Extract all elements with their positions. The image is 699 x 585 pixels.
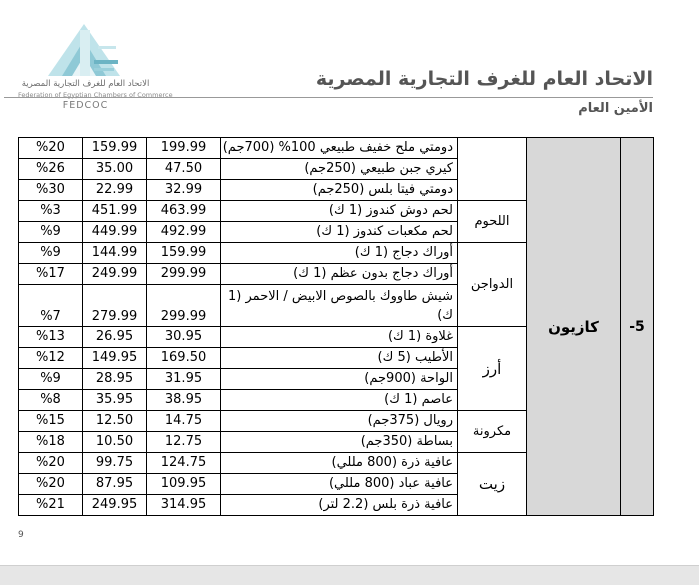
- price-before: 47.50: [147, 159, 221, 180]
- discount-percent: %21: [19, 495, 83, 516]
- price-after: 449.99: [83, 222, 147, 243]
- discount-percent: %20: [19, 138, 83, 159]
- discount-percent: %13: [19, 327, 83, 348]
- page-number: 9: [18, 530, 24, 540]
- price-after: 10.50: [83, 432, 147, 453]
- price-after: 159.99: [83, 138, 147, 159]
- store-name: كازيون: [527, 138, 621, 516]
- price-after: 12.50: [83, 411, 147, 432]
- discount-percent: %12: [19, 348, 83, 369]
- bottom-bar: [0, 565, 699, 585]
- price-before: 463.99: [147, 201, 221, 222]
- category-pasta: مكرونة: [458, 411, 527, 453]
- product-name: دومتي ملح خفيف طبيعي 100% (700جم): [221, 138, 458, 159]
- price-after: 451.99: [83, 201, 147, 222]
- discount-percent: %9: [19, 222, 83, 243]
- discount-percent: %15: [19, 411, 83, 432]
- price-before: 299.99: [147, 285, 221, 327]
- price-after: 99.75: [83, 453, 147, 474]
- price-before: 492.99: [147, 222, 221, 243]
- product-name: الواحة (900جم): [221, 369, 458, 390]
- category-meat: اللحوم: [458, 201, 527, 243]
- discount-percent: %3: [19, 201, 83, 222]
- product-name: دومتي فيتا بلس (250جم): [221, 180, 458, 201]
- price-before: 299.99: [147, 264, 221, 285]
- page-subtitle: الأمين العام: [578, 101, 653, 116]
- product-name: عافية ذرة (800 مللي): [221, 453, 458, 474]
- price-after: 144.99: [83, 243, 147, 264]
- table-row: [19, 138, 654, 159]
- price-after: 279.99: [83, 285, 147, 327]
- category-rice: أرز: [458, 327, 527, 411]
- price-before: 314.95: [147, 495, 221, 516]
- discount-percent: %9: [19, 243, 83, 264]
- price-before: 169.50: [147, 348, 221, 369]
- product-name: عافية ذرة بلس (2.2 لتر): [221, 495, 458, 516]
- product-name: كيري جبن طبيعي (250جم): [221, 159, 458, 180]
- product-name: أوراك دجاج (1 ك): [221, 243, 458, 264]
- discount-percent: %9: [19, 369, 83, 390]
- price-after: 26.95: [83, 327, 147, 348]
- product-name: لحم دوش كندوز (1 ك): [221, 201, 458, 222]
- price-before: 199.99: [147, 138, 221, 159]
- price-before: 124.75: [147, 453, 221, 474]
- category-poultry: الدواجن: [458, 243, 527, 327]
- category-oil: زيت: [458, 453, 527, 516]
- price-before: 109.95: [147, 474, 221, 495]
- page-title: الاتحاد العام للغرف التجارية المصرية: [315, 68, 653, 90]
- product-name: شيش طاووك بالصوص الابيض / الاحمر (1 ك): [221, 285, 458, 327]
- product-name: عافية عباد (800 مللي): [221, 474, 458, 495]
- header-divider: [4, 97, 653, 98]
- price-after: 249.95: [83, 495, 147, 516]
- logo-arabic-name: الاتحاد العام للغرف التجارية المصرية: [21, 79, 150, 89]
- price-after: 249.99: [83, 264, 147, 285]
- product-name: لحم مكعبات كندوز (1 ك): [221, 222, 458, 243]
- logo-english-name: Federation of Egyptian Chambers of Commerce: [18, 91, 173, 99]
- price-before: 38.95: [147, 390, 221, 411]
- price-after: 87.95: [83, 474, 147, 495]
- product-name: الأطيب (5 ك): [221, 348, 458, 369]
- discount-percent: %7: [19, 285, 83, 327]
- price-before: 32.99: [147, 180, 221, 201]
- price-after: 35.00: [83, 159, 147, 180]
- price-before: 30.95: [147, 327, 221, 348]
- product-name: غلاوة (1 ك): [221, 327, 458, 348]
- discount-percent: %17: [19, 264, 83, 285]
- discount-percent: %26: [19, 159, 83, 180]
- price-after: 149.95: [83, 348, 147, 369]
- discount-percent: %20: [19, 453, 83, 474]
- group-index: -5: [621, 138, 654, 516]
- product-name: رويال (375جم): [221, 411, 458, 432]
- discount-percent: %18: [19, 432, 83, 453]
- discount-percent: %8: [19, 390, 83, 411]
- price-after: 35.95: [83, 390, 147, 411]
- price-before: 31.95: [147, 369, 221, 390]
- price-before: 14.75: [147, 411, 221, 432]
- logo-abbreviation: FEDCOC: [62, 100, 109, 111]
- product-name: بساطة (350جم): [221, 432, 458, 453]
- discount-table: [18, 137, 654, 516]
- discount-percent: %30: [19, 180, 83, 201]
- product-name: عاصم (1 ك): [221, 390, 458, 411]
- product-name: أوراك دجاج بدون عظم (1 ك): [221, 264, 458, 285]
- discount-percent: %20: [19, 474, 83, 495]
- logo-pyramid-icon: [10, 10, 160, 80]
- price-before: 159.99: [147, 243, 221, 264]
- category-cell-empty: [458, 138, 527, 201]
- price-after: 22.99: [83, 180, 147, 201]
- price-before: 12.75: [147, 432, 221, 453]
- price-after: 28.95: [83, 369, 147, 390]
